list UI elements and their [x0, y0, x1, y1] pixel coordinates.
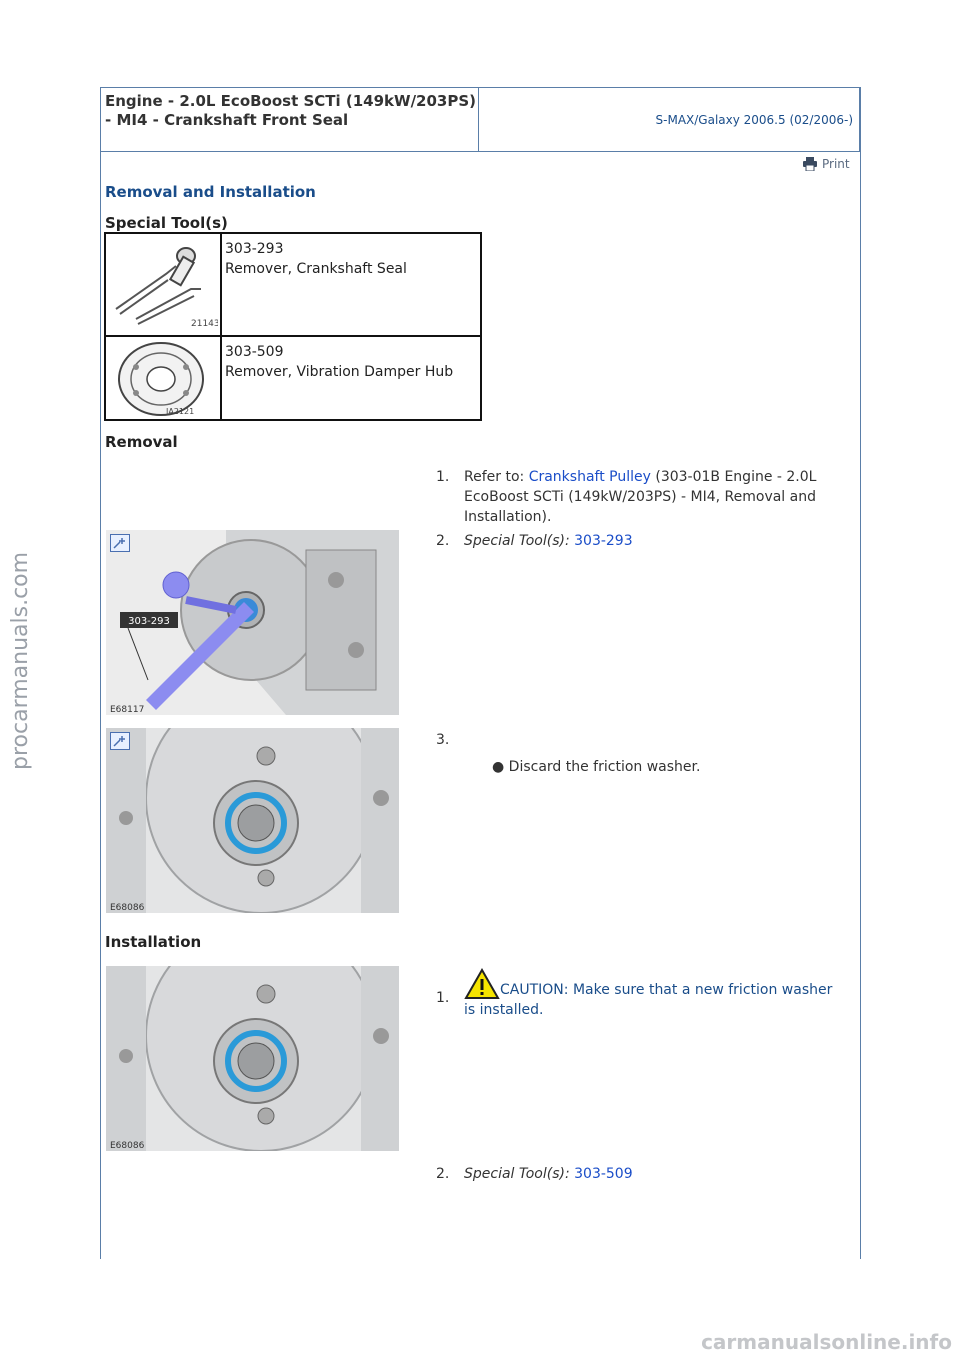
tool-image-label: IA2121	[166, 407, 195, 416]
step-number: 1.	[436, 990, 450, 1006]
page-title: Engine - 2.0L EcoBoost SCTi (149kW/203PS) - MI4 - Crankshaft Front Seal	[101, 88, 479, 151]
step-suffix: (303-01B Engine - 2.0L EcoBoost SCTi (149kW/203PS) - MI4, Removal and Installation).	[464, 469, 817, 525]
tool-image	[106, 234, 222, 335]
figure-removal-2[interactable]	[106, 530, 399, 715]
model-label: S-MAX/Galaxy 2006.5 (02/2006-)	[655, 112, 853, 127]
figure-id: E68086	[110, 903, 145, 913]
zoom-in-icon[interactable]	[110, 732, 130, 750]
figure-installation-1	[106, 966, 399, 1151]
caution-text	[464, 968, 836, 1020]
step-label: Special Tool(s):	[464, 533, 570, 549]
removal-step-1	[436, 467, 836, 527]
installation-step-1	[436, 968, 836, 1020]
removal-heading: Removal	[105, 433, 178, 451]
tool-code: 303-293	[225, 241, 284, 257]
special-tools-table	[104, 232, 482, 421]
figure-id: E68117	[110, 705, 145, 715]
step-number: 2.	[436, 533, 450, 549]
crankshaft-pulley-link[interactable]: Crankshaft Pulley	[528, 469, 651, 485]
tool-image	[106, 337, 222, 419]
step-prefix: Refer to:	[464, 469, 529, 485]
step-number: 3.	[436, 732, 450, 748]
step-bullet: ● Discard the friction washer.	[492, 759, 701, 775]
installation-step-2	[436, 1164, 836, 1184]
print-label: Print	[822, 157, 850, 171]
caution-message: CAUTION: Make sure that a new friction washer is installed.	[464, 982, 833, 1018]
section-title: Removal and Installation	[105, 183, 316, 201]
installation-heading: Installation	[105, 933, 202, 951]
removal-step-3	[436, 730, 836, 777]
figure-removal-3[interactable]	[106, 728, 399, 913]
tool-callout: 303-293	[128, 616, 170, 627]
print-button[interactable]	[802, 157, 850, 171]
removal-step-2	[436, 531, 836, 551]
warning-triangle-icon	[464, 968, 500, 1000]
bullet-text: Discard the friction washer.	[508, 759, 701, 775]
printer-icon	[802, 157, 818, 171]
tool-name: Remover, Crankshaft Seal	[225, 261, 407, 277]
tool-image-label: 21143	[191, 319, 218, 329]
footer-watermark: carmanualsonline.info	[701, 1330, 952, 1354]
zoom-in-icon[interactable]	[110, 534, 130, 552]
tool-text	[225, 239, 407, 279]
step-number: 2.	[436, 1166, 450, 1182]
tool-row	[106, 337, 480, 419]
step-number: 1.	[436, 469, 450, 485]
tool-name: Remover, Vibration Damper Hub	[225, 364, 454, 380]
watermark: procarmanuals.com	[8, 551, 33, 770]
tool-text	[225, 342, 453, 382]
step-label: Special Tool(s):	[464, 1166, 570, 1182]
figure-id: E68086	[110, 1141, 145, 1151]
tool-code: 303-509	[225, 344, 284, 360]
tool-row	[106, 234, 480, 337]
special-tools-heading: Special Tool(s)	[105, 214, 228, 232]
tool-303-293-link[interactable]: 303-293	[574, 533, 633, 549]
step-text	[464, 467, 836, 527]
header	[100, 87, 860, 152]
tool-303-509-link[interactable]: 303-509	[574, 1166, 633, 1182]
